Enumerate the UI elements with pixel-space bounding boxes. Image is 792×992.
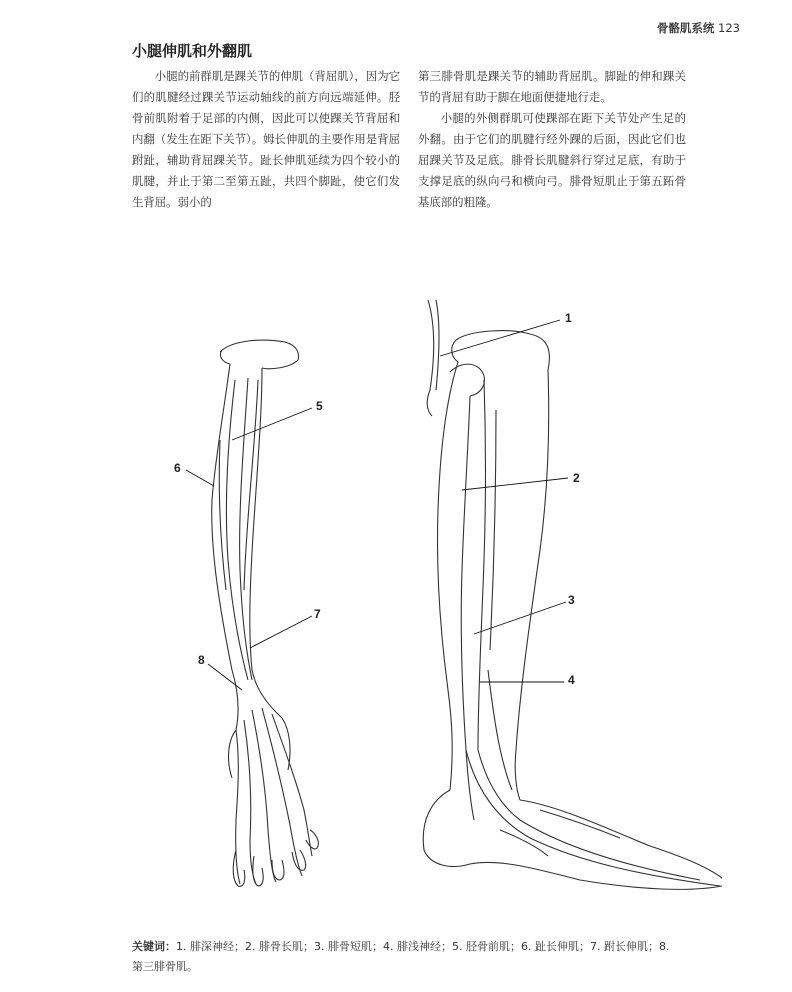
section-title: 小腿伸肌和外翻肌 bbox=[132, 42, 253, 60]
section-name: 骨骼肌系统 bbox=[656, 21, 715, 35]
figure-label-5: 5 bbox=[316, 399, 323, 413]
caption-key: 关键词： bbox=[132, 940, 176, 953]
figure-label-2: 2 bbox=[573, 471, 580, 485]
text-column-right bbox=[418, 66, 686, 213]
running-header bbox=[657, 20, 740, 36]
figure-label-8: 8 bbox=[198, 653, 205, 667]
text-column-left bbox=[132, 66, 400, 213]
anatomy-figure bbox=[0, 290, 792, 910]
figure-label-6: 6 bbox=[174, 461, 181, 475]
paragraph-left: 小腿的前群肌是踝关节的伸肌（背屈肌），因为它们的肌腱经过踝关节运动轴线的前方向远端延伸。胫骨前肌附着于足部的内侧，因此可以使踝关节背屈和内翻（发生在距下关节）。姆长伸肌的主要作用是背屈跗趾，辅助背屈踝关节。趾长伸肌延续为四个较小的肌腱，并止于第二至第五趾，共四个脚趾，使它们发生背屈。弱小的 bbox=[132, 69, 400, 209]
paragraph-right-second: 小腿的外侧群肌可使踝部在距下关节处产生足的外翻。由于它们的肌腱行经外踝的后面，因此它们也屈踝关节及足底。腓骨长肌腱斜行穿过足底，有助于支撑足底的纵向弓和横向弓。腓骨短肌止于第五跖骨基底部的粗隆。 bbox=[418, 111, 686, 209]
figure-label-7: 7 bbox=[314, 607, 321, 621]
label-leader-lines bbox=[186, 320, 568, 690]
caption-items: 1. 腓深神经；2. 腓骨长肌；3. 腓骨短肌；4. 腓浅神经；5. 胫骨前肌；6. 趾长伸肌；7. 跗长伸肌；8. 第三腓骨肌。 bbox=[132, 940, 670, 973]
figure-label-4: 4 bbox=[568, 673, 575, 687]
figure-label-1: 1 bbox=[565, 311, 572, 325]
page-number: 123 bbox=[718, 21, 740, 35]
anterior-leg-illustration bbox=[212, 340, 319, 886]
figure-caption bbox=[132, 937, 672, 977]
paragraph-right-continued: 第三腓骨肌是踝关节的辅助背屈肌。脚趾的伸和踝关节的背屈有助于脚在地面便捷地行走。 bbox=[418, 69, 686, 104]
figure-label-3: 3 bbox=[568, 593, 575, 607]
